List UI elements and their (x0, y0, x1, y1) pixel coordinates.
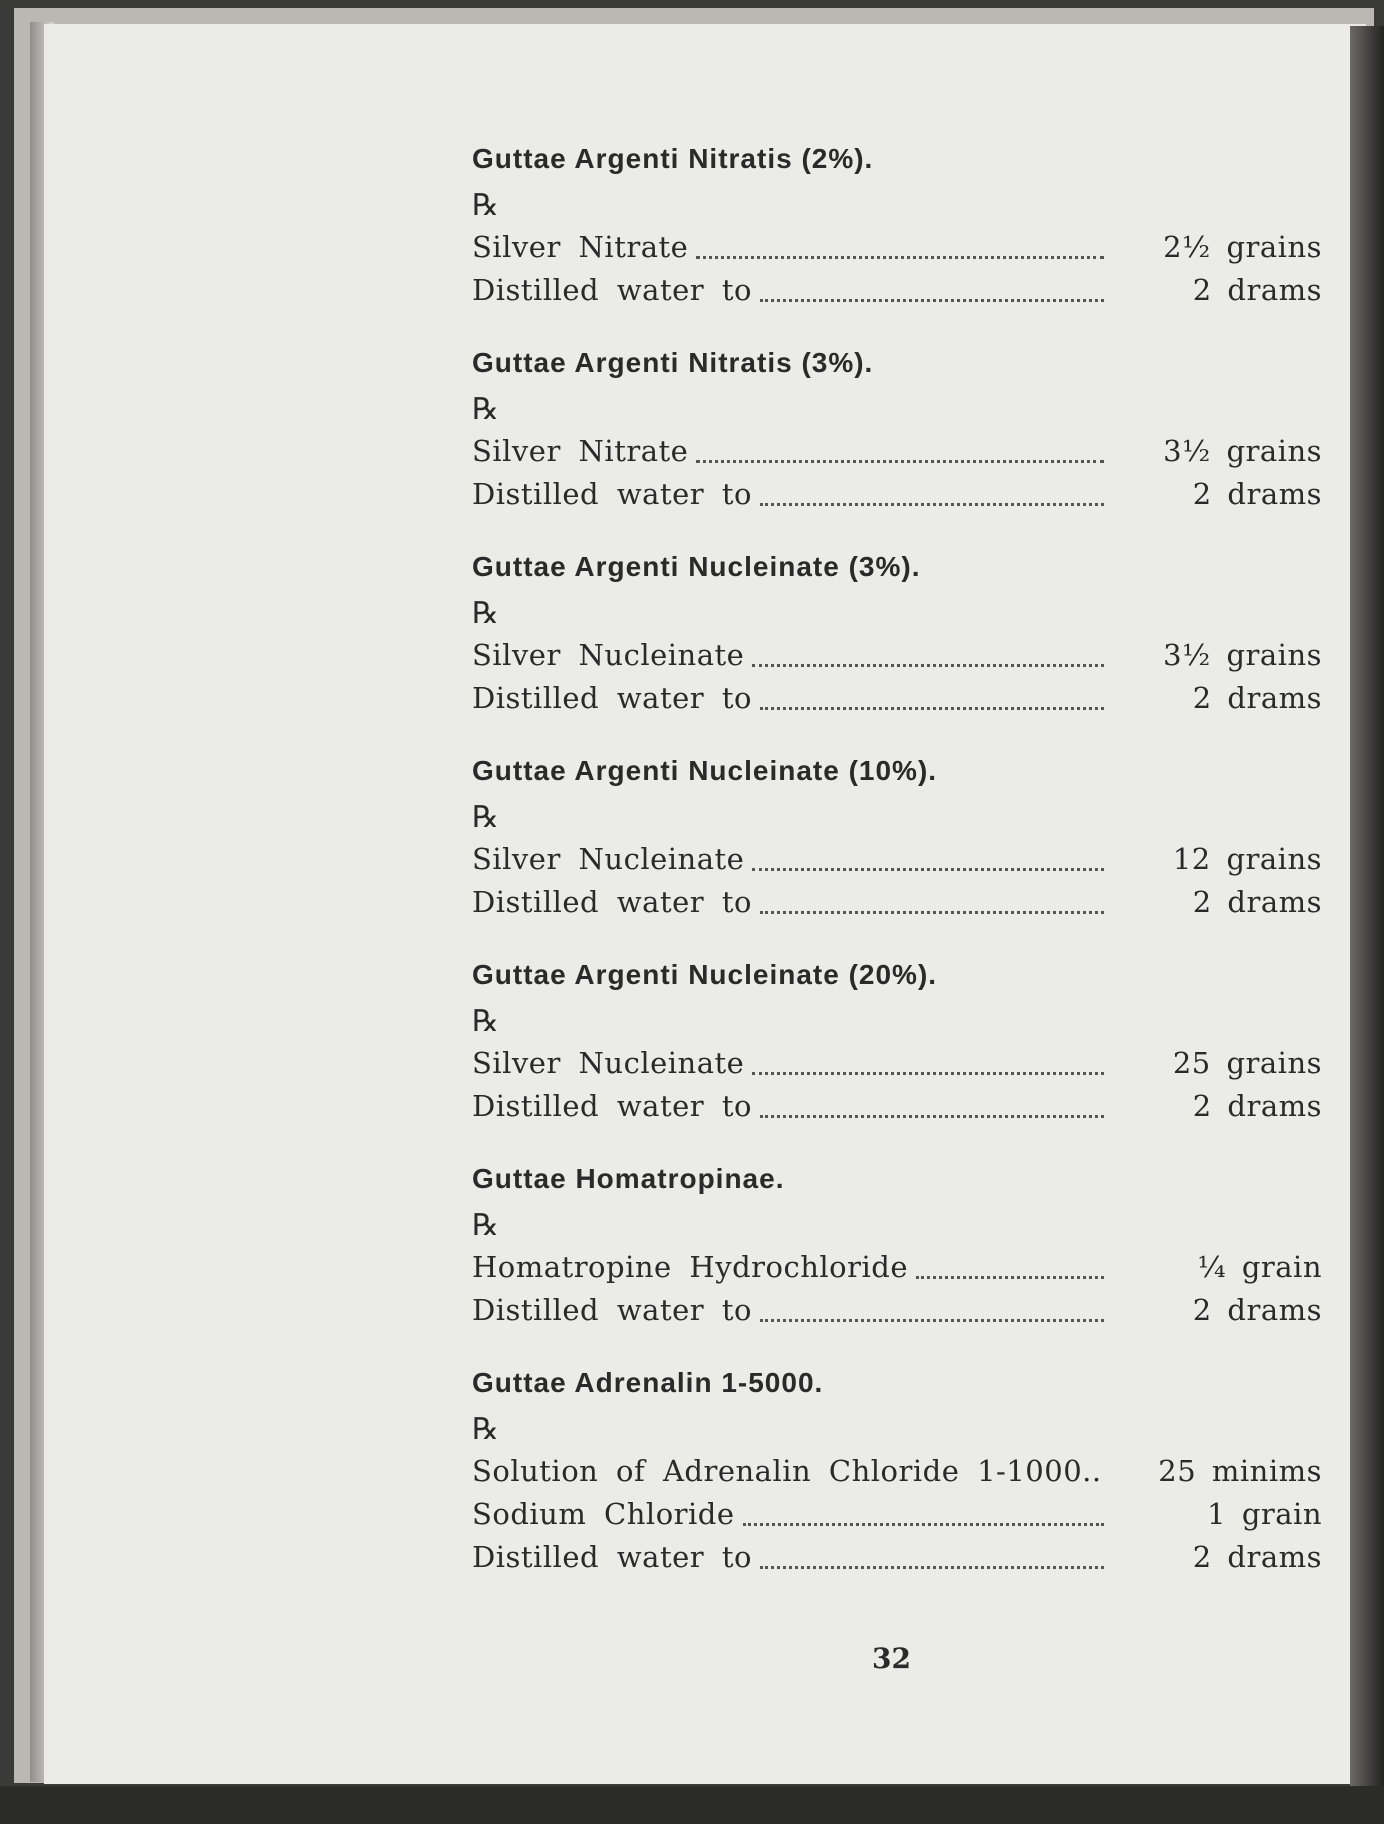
ingredient-line (472, 473, 1322, 516)
section-title: Guttae Argenti Nitratis (3%). (472, 347, 874, 378)
dot-leader (752, 664, 1104, 667)
dot-leader (752, 1072, 1104, 1075)
section-title: Guttae Argenti Nitratis (2%). (472, 143, 874, 174)
ingredient-line (472, 634, 1322, 677)
prescription-section (472, 1366, 1322, 1579)
prescription-section (472, 754, 1322, 924)
ingredient-amount: 12 grains (1172, 842, 1322, 876)
ingredient-name: Silver Nucleinate (472, 842, 745, 876)
ingredient-amount: 2½ grains (1163, 230, 1322, 264)
section-title: Guttae Argenti Nucleinate (10%). (472, 755, 938, 786)
ingredient-name: Distilled water to (472, 1540, 752, 1574)
ingredient-amount: 2 drams (1192, 681, 1322, 715)
ingredient-amount: ¼ grain (1197, 1250, 1322, 1284)
rx-symbol: ℞ (472, 800, 499, 835)
ingredient-amount: 3½ grains (1163, 638, 1322, 672)
ingredient-line (472, 430, 1322, 473)
rx-symbol: ℞ (472, 596, 499, 631)
ingredient-name: Distilled water to (472, 681, 752, 715)
prescription-section (472, 142, 1322, 312)
dot-leader (760, 1566, 1104, 1569)
dot-leader (760, 299, 1104, 302)
section-title: Guttae Adrenalin 1-5000. (472, 1367, 824, 1398)
ingredient-amount: 2 drams (1192, 477, 1322, 511)
dot-leader (743, 1523, 1104, 1526)
ingredient-amount: 2 drams (1192, 1089, 1322, 1123)
ingredient-line (472, 838, 1322, 881)
ingredient-line (472, 1450, 1322, 1493)
ingredient-name: Silver Nitrate (472, 434, 689, 468)
ingredient-line (472, 1289, 1322, 1332)
ingredient-name: Sodium Chloride (472, 1497, 735, 1531)
rx-symbol: ℞ (472, 392, 499, 427)
ingredient-name: Homatropine Hydrochloride (472, 1250, 908, 1284)
ingredient-name: Distilled water to (472, 1293, 752, 1327)
ingredient-name: Distilled water to (472, 477, 752, 511)
ingredient-amount: 25 minims (1158, 1454, 1322, 1488)
page-number: 32 (872, 1642, 911, 1675)
ingredient-line (472, 1536, 1322, 1579)
dot-leader (760, 911, 1104, 914)
prescription-section (472, 550, 1322, 720)
ingredient-amount: 2 drams (1192, 1293, 1322, 1327)
ingredient-line (472, 1042, 1322, 1085)
prescription-section (472, 1162, 1322, 1332)
ingredient-name: Distilled water to (472, 1089, 752, 1123)
ingredient-name: Silver Nucleinate (472, 638, 745, 672)
ingredient-line (472, 226, 1322, 269)
prescription-section (472, 958, 1322, 1128)
rx-symbol: ℞ (472, 1412, 499, 1447)
ingredient-amount: 2 drams (1192, 273, 1322, 307)
ingredient-amount: 2 drams (1192, 885, 1322, 919)
ingredient-name: Silver Nucleinate (472, 1046, 745, 1080)
dot-leader (916, 1276, 1104, 1279)
ingredient-amount: 3½ grains (1163, 434, 1322, 468)
ingredient-name: Distilled water to (472, 273, 752, 307)
ingredient-amount: 1 grain (1207, 1497, 1322, 1531)
bottom-edge (0, 1786, 1384, 1824)
rx-symbol: ℞ (472, 188, 499, 223)
ingredient-line (472, 1493, 1322, 1536)
rx-symbol: ℞ (472, 1004, 499, 1039)
ingredient-name: Solution of Adrenalin Chloride 1-1000.. (472, 1454, 1102, 1488)
ingredient-name: Silver Nitrate (472, 230, 689, 264)
ingredient-line (472, 1085, 1322, 1128)
prescription-section (472, 346, 1322, 516)
ingredient-line (472, 269, 1322, 312)
prescription-list (472, 142, 1322, 1613)
dot-leader (760, 1115, 1104, 1118)
dot-leader (760, 1319, 1104, 1322)
ingredient-line (472, 881, 1322, 924)
ingredient-amount: 2 drams (1192, 1540, 1322, 1574)
rx-symbol: ℞ (472, 1208, 499, 1243)
ingredient-name: Distilled water to (472, 885, 752, 919)
ingredient-line (472, 1246, 1322, 1289)
ingredient-line (472, 677, 1322, 720)
section-title: Guttae Homatropinae. (472, 1163, 785, 1194)
dot-leader (696, 256, 1104, 259)
dot-leader (696, 460, 1104, 463)
dot-leader (760, 707, 1104, 710)
dot-leader (752, 868, 1104, 871)
dot-leader (760, 503, 1104, 506)
section-title: Guttae Argenti Nucleinate (20%). (472, 959, 938, 990)
right-edge (1350, 26, 1384, 1806)
ingredient-amount: 25 grains (1172, 1046, 1322, 1080)
section-title: Guttae Argenti Nucleinate (3%). (472, 551, 921, 582)
